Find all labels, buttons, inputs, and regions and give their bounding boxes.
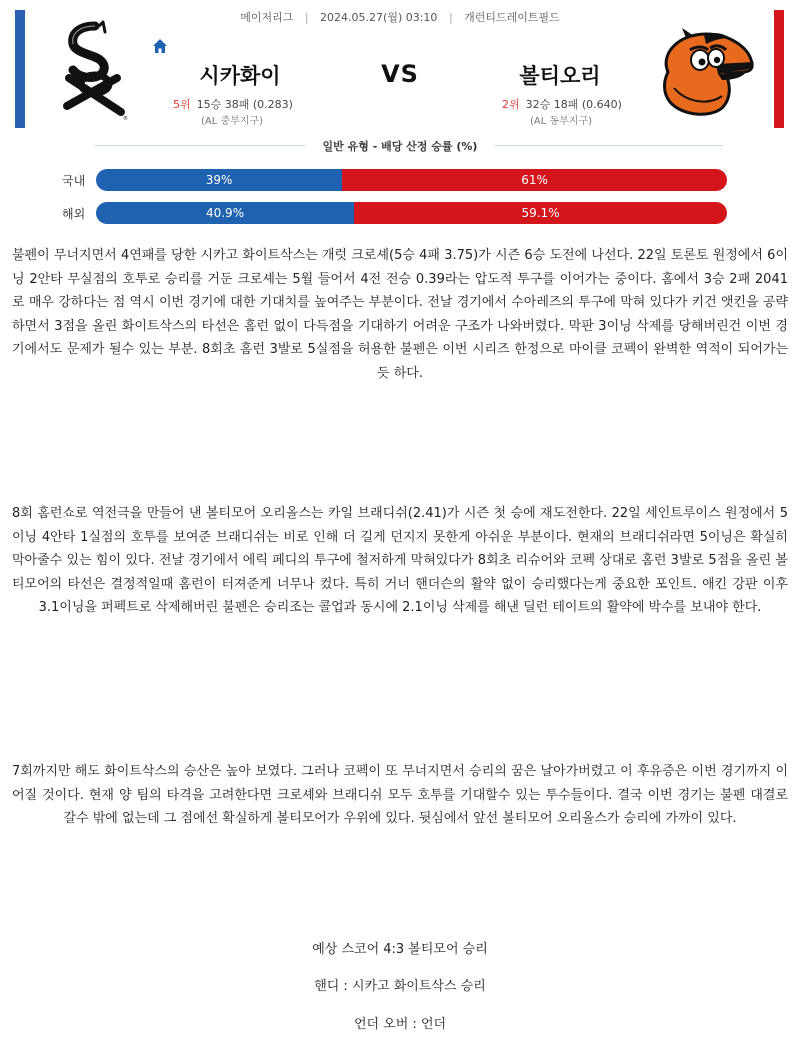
league-label: 메이저리그 [240, 11, 294, 24]
odds-row-domestic [0, 169, 800, 191]
match-datetime: 2024.05.27(월) 03:10 [320, 11, 438, 24]
away-team-name: 볼티오리 [519, 64, 601, 88]
versus-label: VS [381, 60, 419, 88]
odds-bar [96, 169, 727, 191]
home-odds-segment [96, 202, 354, 224]
home-odds-text: 39% [205, 173, 233, 187]
meta-divider: | [304, 11, 309, 24]
handicap-prediction: 핸디 : 시카고 화이트삭스 승리 [314, 979, 486, 994]
match-summary: 7회까지만 해도 화이트삭스의 승산은 높아 보였다. 그러나 코펙이 또 무너지면서 승리의 꿈은 날아가버렸고 이 후유증은 이번 경기까지 이어질 것이다. 현재 양 팀의 타격을 고려한다면 크로셰와 브래디쉬 모두 호투를 기대할수 있는 투수들이다. 결국 이번 경기는 불펜 대결로 갈수 밖에 없는데 그 점에선 확실하게 볼티모어가 우위에 있다. 뒷심에서 앞선 볼티모어 오리올스가 승리에 가까이 있다. [12, 764, 788, 826]
home-rank: 5위 [173, 98, 191, 111]
away-division: (AL 동부지구) [530, 116, 593, 127]
away-odds-text: 59.1% [521, 206, 560, 220]
under-over-prediction: 언더 오버 : 언더 [353, 1017, 447, 1032]
white-sox-logo [55, 20, 137, 124]
away-record-value: 32승 18패 (0.640) [525, 98, 622, 111]
away-odds-text: 61% [521, 173, 548, 187]
meta-divider: | [448, 11, 453, 24]
odds-row-label: 국내 [62, 174, 86, 188]
away-accent-bar [774, 10, 784, 128]
stadium-name: 개런티드레이트필드 [464, 11, 560, 24]
home-record [173, 96, 293, 112]
home-icon [152, 38, 168, 54]
section-divider-left [95, 145, 305, 146]
svg-text:®: ® [123, 116, 128, 122]
odds-bar [96, 202, 727, 224]
away-odds-segment [354, 202, 727, 224]
away-rank: 2위 [502, 98, 520, 111]
home-odds-segment [96, 169, 342, 191]
odds-row-label: 해외 [62, 207, 86, 221]
home-division: (AL 중부지구) [201, 116, 264, 127]
home-team-analysis: 불펜이 무너지면서 4연패를 당한 시카고 화이트삭스는 개럿 크로셰(5승 4패 3.75)가 시즌 6승 도전에 나선다. 22일 토론토 원정에서 6이닝 2안타 무실점의 호투로 승리를 거둔 크로셰는 5월 들어서 4전 전승 0.39라는 압도적 투구를 이어가는 중이다. 홈에서 3승 2패 2041로 매우 강하다는 점 역시 이번 경기에 대한 기대치를 높여주는 부분이다. 전날 경기에서 수아레즈의 투구에 막혀 있다가 키건 앳킨을 공략하면서 3점을 올린 화이트삭스의 타선은 홈런 없이 다득점을 기대하기 어려운 구조가 나와버렸다. 막판 3이닝 삭제를 당해버린건 이번 경기에서도 문제가 될수 있는 부분. 8회초 홈런 3발로 5실점을 허용한 불펜은 이번 시리즈 한정으로 마이클 코펙이 완벽한 역적이 되어가는듯 하다. [12, 248, 788, 381]
home-odds-text: 40.9% [205, 206, 245, 220]
score-prediction: 예상 스코어 4:3 볼티모어 승리 [312, 942, 488, 957]
section-divider-right [495, 145, 723, 146]
away-record [502, 96, 622, 112]
away-team-analysis: 8회 홈런쇼로 역전극을 만들어 낸 볼티모어 오리올스는 카일 브래디쉬(2.41)가 시즌 첫 승에 재도전한다. 22일 세인트루이스 원정에서 5이닝 4안타 1실점의 호투를 보여준 브래디쉬는 비로 인해 더 길게 던지지 못한게 아쉬운 부분이다. 현재의 브래디쉬라면 5이닝은 확실히 막아줄수 있는 힘이 있다. 전날 경기에서 에릭 페디의 투구에 철저하게 막혀있다가 8회초 리슈어와 코펙 상대로 홈런 3발로 5점을 올린 볼티모어의 타선은 결정적일때 홈런이 터져준게 너무나 컸다. 특히 거너 핸더슨의 활약 없이 승리했다는게 중요한 포인트. 애킨 강판 이후 3.1이닝을 퍼펙트로 삭제해버린 불펜은 승리조는 콜업과 동시에 2.1이닝 삭제를 해낸 딜런 테이트의 활약에 박수를 보내야 한다. [12, 506, 788, 615]
home-accent-bar [15, 10, 25, 128]
home-record-value: 15승 38패 (0.283) [196, 98, 293, 111]
odds-row-overseas [0, 202, 800, 224]
away-odds-segment [342, 169, 727, 191]
home-team-name: 시카화이 [199, 64, 281, 88]
odds-section-title: 일반 유형 - 배당 산정 승률 (%) [322, 140, 478, 153]
orioles-logo [656, 28, 756, 116]
